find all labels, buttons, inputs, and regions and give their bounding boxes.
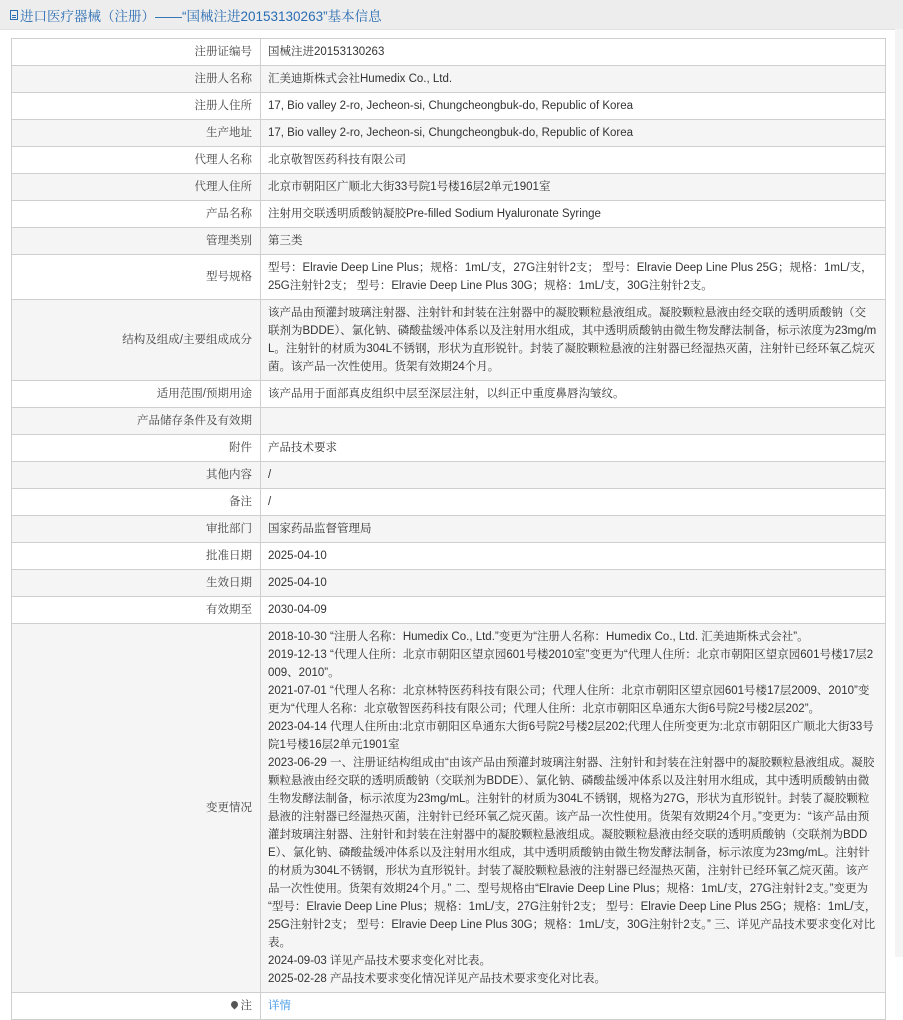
table-row [12, 489, 886, 516]
table-row [12, 255, 886, 300]
pin-icon [229, 1000, 239, 1010]
row-label: 代理人名称 [12, 147, 261, 174]
row-value: 产品技术要求 [261, 435, 886, 462]
row-label: 产品储存条件及有效期 [12, 408, 261, 435]
device-info-table [11, 38, 886, 1020]
table-row [12, 174, 886, 201]
table-row [12, 408, 886, 435]
row-label: 其他内容 [12, 462, 261, 489]
change-history-row [12, 624, 886, 993]
scrollbar-track[interactable] [895, 29, 903, 957]
row-value: 该产品用于面部真皮组织中层至深层注射，以纠正中重度鼻唇沟皱纹。 [261, 381, 886, 408]
note-label [12, 993, 261, 1020]
row-label: 产品名称 [12, 201, 261, 228]
row-label: 审批部门 [12, 516, 261, 543]
row-value: 该产品由预灌封玻璃注射器、注射针和封装在注射器中的凝胶颗粒悬液组成。凝胶颗粒悬液由经交联的透明质酸钠（交联剂为BDDE）、氯化钠、磷酸盐缓冲体系以及注射用水组成，其中透明质酸钠由微生物发酵法制备，标示浓度为23mg/mL。注射针的材质为304L不锈钢，形状为直形锐针。封装了凝胶颗粒悬液的注射器已经湿热灭菌，注射针已经环氧乙烷灭菌。该产品一次性使用。货架有效期24个月。 [261, 300, 886, 381]
row-label: 型号规格 [12, 255, 261, 300]
row-value: 汇美迪斯株式会社Humedix Co., Ltd. [261, 66, 886, 93]
row-label: 生效日期 [12, 570, 261, 597]
table-row [12, 66, 886, 93]
row-value: 型号：Elravie Deep Line Plus；规格：1mL/支，27G注射针2支； 型号：Elravie Deep Line Plus 25G；规格：1mL/支，25G注射针2支； 型号：Elravie Deep Line Plus 30G；规格：1mL/支，30G注射针2支。 [261, 255, 886, 300]
row-label: 备注 [12, 489, 261, 516]
change-entry: 2024-09-03 详见产品技术要求变化对比表。 [268, 955, 492, 967]
table-row [12, 300, 886, 381]
change-entry: 2018-10-30 “注册人名称：Humedix Co., Ltd.”变更为“注册人名称：Humedix Co., Ltd. 汇美迪斯株式会社”。 [268, 631, 809, 643]
table-row [12, 462, 886, 489]
row-value: 国家药品监督管理局 [261, 516, 886, 543]
table-row [12, 228, 886, 255]
row-value: 注射用交联透明质酸钠凝胶Pre-filled Sodium Hyaluronate Syringe [261, 201, 886, 228]
row-value: 北京市朝阳区广顺北大街33号院1号楼16层2单元1901室 [261, 174, 886, 201]
table-row [12, 381, 886, 408]
change-history [261, 624, 886, 993]
note-label-text: 注 [240, 1000, 252, 1012]
change-entry: 2023-06-29 一、注册证结构组成由“由该产品由预灌封玻璃注射器、注射针和封装在注射器中的凝胶颗粒悬液组成。凝胶颗粒悬液由经交联的透明质酸钠（交联剂为BDDE）、氯化钠、磷酸盐缓冲体系以及注射用水组成，其中透明质酸钠由微生物发酵法制备，标示浓度为23mg/mL。注射针的材质为304L不锈钢，规格为27G，形状为直形锐针。封装了凝胶颗粒悬液的注射器已经湿热灭菌，注射针已经环氧乙烷灭菌。该产品一次性使用。货架有效期24个月。”变更为：“该产品由预灌封玻璃注射器、注射针和封装在注射器中的凝胶颗粒悬液组成。凝胶颗粒悬液由经交联的透明质酸钠（交联剂为BDDE）、氯化钠、磷酸盐缓冲体系以及注射用水组成，其中透明质酸钠由微生物发酵法制备，标示浓度为23mg/mL。注射针的材质为304L不锈钢，形状为直形锐针。封装了凝胶颗粒悬液的注射器已经湿热灭菌，注射针已经环氧乙烷灭菌。该产品一次性使用。货架有效期24个月。” 二、型号规格由“Elravie Deep Line Plus；规格：1mL/支，27G注射针2支。”变更为 “型号：Elravie Deep Line Plus；规格：1mL/支，27G注射针2支； 型号：Elravie Deep Line Plus 25G；规格：1mL/支，25G注射针2支； 型号：Elravie Deep Line Plus 30G；规格：1mL/支，30G注射针2支。” 三、详见产品技术要求变化对比表。 [268, 757, 877, 949]
table-row [12, 570, 886, 597]
row-label: 注册人名称 [12, 66, 261, 93]
row-label: 有效期至 [12, 597, 261, 624]
row-value: 2025-04-10 [261, 570, 886, 597]
table-row [12, 147, 886, 174]
row-label: 代理人住所 [12, 174, 261, 201]
table-row [12, 201, 886, 228]
row-label: 管理类别 [12, 228, 261, 255]
row-value: 2030-04-09 [261, 597, 886, 624]
row-value: 北京敬智医药科技有限公司 [261, 147, 886, 174]
row-label: 适用范围/预期用途 [12, 381, 261, 408]
row-value: 17, Bio valley 2-ro, Jecheon-si, Chungcheongbuk-do, Republic of Korea [261, 93, 886, 120]
page-header [0, 0, 903, 30]
row-value: 2025-04-10 [261, 543, 886, 570]
change-entry: 2019-12-13 “代理人住所：北京市朝阳区望京园601号楼2010室”变更为“代理人住所：北京市朝阳区望京园601号楼17层2009、2010”。 [268, 649, 874, 679]
table-row [12, 597, 886, 624]
note-row [12, 993, 886, 1020]
row-value: 第三类 [261, 228, 886, 255]
detail-link[interactable]: 详情 [268, 1000, 291, 1012]
row-label: 附件 [12, 435, 261, 462]
table-row [12, 543, 886, 570]
row-value: 17, Bio valley 2-ro, Jecheon-si, Chungcheongbuk-do, Republic of Korea [261, 120, 886, 147]
page-title: 进口医疗器械（注册）——“国械注进20153130263”基本信息 [20, 8, 382, 24]
table-row [12, 39, 886, 66]
table-row [12, 435, 886, 462]
note-value [261, 993, 886, 1020]
row-value: / [261, 462, 886, 489]
row-value: / [261, 489, 886, 516]
row-label: 批准日期 [12, 543, 261, 570]
row-value: 国械注进20153130263 [261, 39, 886, 66]
row-label: 注册人住所 [12, 93, 261, 120]
row-label: 生产地址 [12, 120, 261, 147]
row-label: 结构及组成/主要组成成分 [12, 300, 261, 381]
row-label: 注册证编号 [12, 39, 261, 66]
table-row [12, 93, 886, 120]
table-row [12, 120, 886, 147]
row-label: 变更情况 [12, 624, 261, 993]
change-entry: 2021-07-01 “代理人名称：北京林特医药科技有限公司；代理人住所：北京市朝阳区望京园601号楼17层2009、2010”变更为“代理人名称：北京敬智医药科技有限公司；代理人住所：北京市朝阳区阜通东大街6号院2号楼2层202”。 [268, 685, 870, 715]
row-value [261, 408, 886, 435]
change-entry: 2025-02-28 产品技术要求变化情况详见产品技术要求变化对比表。 [268, 973, 607, 985]
change-entry: 2023-04-14 代理人住所由:北京市朝阳区阜通东大街6号院2号楼2层202;代理人住所变更为:北京市朝阳区广顺北大街33号院1号楼16层2单元1901室 [268, 721, 874, 751]
table-row [12, 516, 886, 543]
document-icon [10, 10, 18, 20]
